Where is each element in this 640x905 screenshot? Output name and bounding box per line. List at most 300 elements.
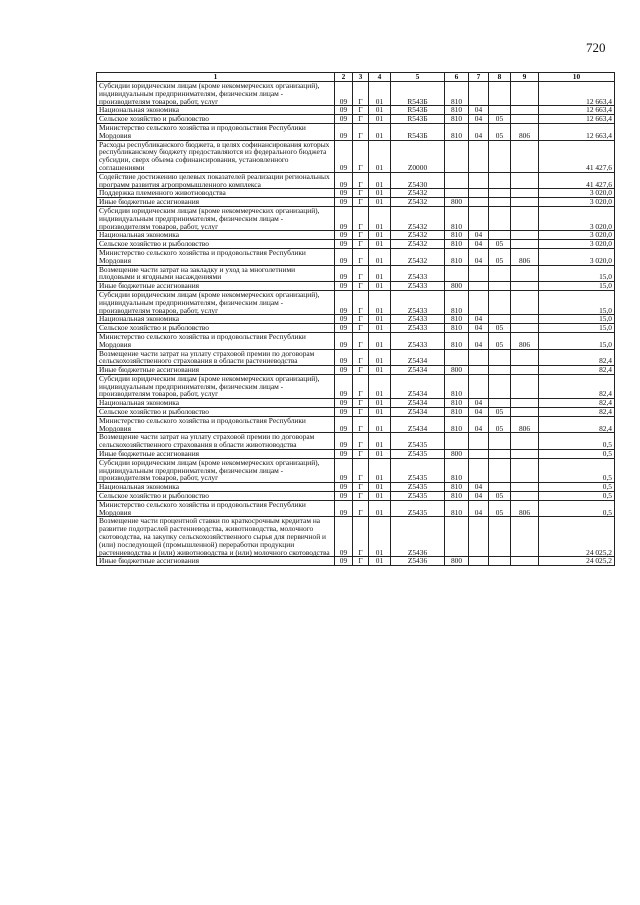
amount-cell: 12 663,4 [539, 82, 615, 106]
code-cell [445, 172, 469, 189]
code-cell: Г [353, 240, 369, 249]
amount-cell: 0,5 [539, 492, 615, 501]
code-cell: 01 [369, 399, 391, 408]
row-name-cell: Министерство сельского хозяйства и продовольствия Республики Мордовия [97, 123, 335, 140]
table-row [97, 324, 615, 333]
amount-cell: 15,0 [539, 332, 615, 349]
code-cell: 810 [445, 315, 469, 324]
row-name-cell: Иные бюджетные ассигнования [97, 282, 335, 291]
code-cell: 04 [469, 332, 489, 349]
table-row [97, 332, 615, 349]
code-cell: 09 [335, 198, 353, 207]
table-row [97, 458, 615, 482]
code-cell: Г [353, 231, 369, 240]
code-cell [489, 282, 511, 291]
code-cell: 810 [445, 492, 469, 501]
table-row [97, 492, 615, 501]
code-cell: 04 [469, 240, 489, 249]
code-cell [489, 290, 511, 314]
header-cell: 8 [489, 73, 511, 82]
table-row [97, 349, 615, 366]
code-cell [469, 265, 489, 282]
code-cell: Г [353, 265, 369, 282]
code-cell: 04 [469, 106, 489, 115]
header-cell: 5 [391, 73, 445, 82]
table-row [97, 500, 615, 517]
table-row [97, 433, 615, 450]
code-cell: 09 [335, 416, 353, 433]
code-cell: 01 [369, 315, 391, 324]
code-cell: 04 [469, 248, 489, 265]
code-cell [489, 458, 511, 482]
table-row [97, 408, 615, 417]
code-cell: 01 [369, 408, 391, 417]
code-cell: Г [353, 332, 369, 349]
code-cell [469, 366, 489, 375]
code-cell: Г [353, 416, 369, 433]
code-cell: 01 [369, 517, 391, 557]
code-cell: 09 [335, 450, 353, 459]
table-row [97, 115, 615, 124]
code-cell: 800 [445, 557, 469, 566]
table-row [97, 231, 615, 240]
code-cell: 810 [445, 324, 469, 333]
code-cell: 04 [469, 483, 489, 492]
code-cell [445, 140, 469, 172]
code-cell: Г [353, 366, 369, 375]
code-cell [469, 290, 489, 314]
code-cell: 09 [335, 557, 353, 566]
code-cell: Г [353, 189, 369, 198]
code-cell [469, 374, 489, 398]
code-cell [511, 450, 539, 459]
amount-cell: 15,0 [539, 290, 615, 314]
code-cell [489, 366, 511, 375]
row-name-cell: Возмещение части затрат на уплату страховой премии по договорам сельскохозяйственного страхования в области животноводства [97, 433, 335, 450]
amount-cell: 0,5 [539, 458, 615, 482]
code-cell [511, 458, 539, 482]
code-cell [511, 231, 539, 240]
code-cell [469, 433, 489, 450]
code-cell: 09 [335, 374, 353, 398]
code-cell [445, 517, 469, 557]
code-cell: Z5434 [391, 399, 445, 408]
code-cell: Г [353, 492, 369, 501]
code-cell: Г [353, 374, 369, 398]
code-cell: Г [353, 349, 369, 366]
code-cell: 01 [369, 248, 391, 265]
code-cell [469, 282, 489, 291]
code-cell: 05 [489, 240, 511, 249]
code-cell [511, 265, 539, 282]
code-cell: 09 [335, 366, 353, 375]
code-cell: Г [353, 198, 369, 207]
code-cell: 810 [445, 332, 469, 349]
code-cell: Z5433 [391, 324, 445, 333]
code-cell [469, 349, 489, 366]
table-row [97, 517, 615, 557]
code-cell: 09 [335, 265, 353, 282]
code-cell: 01 [369, 198, 391, 207]
code-cell: 01 [369, 349, 391, 366]
code-cell: 09 [335, 82, 353, 106]
code-cell: 09 [335, 172, 353, 189]
code-cell: 04 [469, 123, 489, 140]
amount-cell: 82,4 [539, 349, 615, 366]
code-cell: 01 [369, 450, 391, 459]
amount-cell: 3 020,0 [539, 198, 615, 207]
row-name-cell: Поддержка племенного животноводства [97, 189, 335, 198]
code-cell [469, 206, 489, 230]
code-cell: 01 [369, 416, 391, 433]
code-cell: Г [353, 140, 369, 172]
code-cell: 01 [369, 189, 391, 198]
amount-cell: 82,4 [539, 408, 615, 417]
code-cell: Z5435 [391, 483, 445, 492]
code-cell [445, 433, 469, 450]
table-row [97, 315, 615, 324]
code-cell: Z5435 [391, 500, 445, 517]
header-cell: 7 [469, 73, 489, 82]
code-cell [445, 189, 469, 198]
code-cell: 01 [369, 483, 391, 492]
code-cell: 09 [335, 458, 353, 482]
amount-cell: 15,0 [539, 265, 615, 282]
amount-cell: 82,4 [539, 416, 615, 433]
code-cell: 810 [445, 115, 469, 124]
code-cell: 01 [369, 433, 391, 450]
code-cell [469, 557, 489, 566]
row-name-cell: Национальная экономика [97, 483, 335, 492]
code-cell: Z5432 [391, 240, 445, 249]
code-cell: 09 [335, 248, 353, 265]
amount-cell: 82,4 [539, 399, 615, 408]
row-name-cell: Сельское хозяйство и рыболовство [97, 492, 335, 501]
code-cell: 09 [335, 500, 353, 517]
code-cell: 01 [369, 240, 391, 249]
amount-cell: 15,0 [539, 315, 615, 324]
code-cell: 01 [369, 290, 391, 314]
table-row [97, 82, 615, 106]
code-cell: Г [353, 106, 369, 115]
code-cell [511, 517, 539, 557]
code-cell: R543Б [391, 115, 445, 124]
code-cell: 04 [469, 399, 489, 408]
code-cell [511, 189, 539, 198]
code-cell [511, 115, 539, 124]
code-cell: 810 [445, 106, 469, 115]
row-name-cell: Министерство сельского хозяйства и продовольствия Республики Мордовия [97, 500, 335, 517]
code-cell: 05 [489, 324, 511, 333]
code-cell: 04 [469, 315, 489, 324]
code-cell: 810 [445, 374, 469, 398]
code-cell: 806 [511, 248, 539, 265]
amount-cell: 12 663,4 [539, 115, 615, 124]
code-cell [511, 106, 539, 115]
code-cell [511, 374, 539, 398]
code-cell: 09 [335, 282, 353, 291]
code-cell: 09 [335, 189, 353, 198]
code-cell: 01 [369, 500, 391, 517]
code-cell: Z5434 [391, 366, 445, 375]
code-cell: 800 [445, 366, 469, 375]
code-cell [511, 282, 539, 291]
row-name-cell: Национальная экономика [97, 399, 335, 408]
code-cell: 09 [335, 483, 353, 492]
amount-cell: 0,5 [539, 450, 615, 459]
amount-cell: 0,5 [539, 483, 615, 492]
code-cell: 01 [369, 172, 391, 189]
row-name-cell: Иные бюджетные ассигнования [97, 366, 335, 375]
code-cell: Г [353, 483, 369, 492]
amount-cell: 24 025,2 [539, 557, 615, 566]
code-cell: Г [353, 172, 369, 189]
code-cell: Г [353, 450, 369, 459]
table-row [97, 399, 615, 408]
code-cell: Z5433 [391, 315, 445, 324]
code-cell: Г [353, 408, 369, 417]
code-cell [511, 82, 539, 106]
code-cell: Г [353, 282, 369, 291]
table-row [97, 374, 615, 398]
code-cell: 05 [489, 492, 511, 501]
code-cell: 810 [445, 408, 469, 417]
code-cell: R543Б [391, 123, 445, 140]
code-cell: Z5436 [391, 517, 445, 557]
code-cell [489, 140, 511, 172]
code-cell: R543Б [391, 106, 445, 115]
code-cell [489, 517, 511, 557]
amount-cell: 41 427,6 [539, 172, 615, 189]
code-cell: 01 [369, 557, 391, 566]
amount-cell: 82,4 [539, 366, 615, 375]
code-cell: 810 [445, 290, 469, 314]
table-row [97, 416, 615, 433]
code-cell: R543Б [391, 82, 445, 106]
code-cell: Г [353, 315, 369, 324]
table-row [97, 140, 615, 172]
code-cell [489, 374, 511, 398]
code-cell: 01 [369, 366, 391, 375]
row-name-cell: Иные бюджетные ассигнования [97, 450, 335, 459]
code-cell: 800 [445, 282, 469, 291]
header-cell: 4 [369, 73, 391, 82]
code-cell: 09 [335, 492, 353, 501]
code-cell: Z5435 [391, 492, 445, 501]
header-row [97, 73, 615, 82]
code-cell: Г [353, 248, 369, 265]
code-cell: 05 [489, 416, 511, 433]
code-cell: 806 [511, 500, 539, 517]
code-cell [489, 483, 511, 492]
code-cell: 800 [445, 450, 469, 459]
table-row [97, 557, 615, 566]
amount-cell: 41 427,6 [539, 140, 615, 172]
code-cell: Z5434 [391, 408, 445, 417]
code-cell [489, 349, 511, 366]
code-cell: 05 [489, 500, 511, 517]
code-cell: 810 [445, 458, 469, 482]
code-cell: 806 [511, 416, 539, 433]
code-cell [489, 82, 511, 106]
code-cell [511, 290, 539, 314]
code-cell: 810 [445, 483, 469, 492]
code-cell: 04 [469, 115, 489, 124]
code-cell [469, 450, 489, 459]
row-name-cell: Возмещение части затрат на закладку и уход за многолетними плодовыми и ягодными насаждениями [97, 265, 335, 282]
code-cell [489, 450, 511, 459]
row-name-cell: Субсидии юридическим лицам (кроме некоммерческих организаций), индивидуальным предпринимателям, физическим лицам - производителям товаров, работ, услуг [97, 206, 335, 230]
code-cell: Г [353, 290, 369, 314]
row-name-cell: Возмещение части затрат на уплату страховой премии по договорам сельскохозяйственного страхования в области растениеводства [97, 349, 335, 366]
code-cell: 04 [469, 231, 489, 240]
code-cell: Z5435 [391, 450, 445, 459]
code-cell [489, 315, 511, 324]
code-cell [511, 324, 539, 333]
code-cell [511, 366, 539, 375]
code-cell [489, 106, 511, 115]
code-cell [511, 315, 539, 324]
row-name-cell: Министерство сельского хозяйства и продовольствия Республики Мордовия [97, 332, 335, 349]
code-cell: 09 [335, 408, 353, 417]
row-name-cell: Национальная экономика [97, 106, 335, 115]
code-cell: 09 [335, 140, 353, 172]
table-row [97, 106, 615, 115]
amount-cell: 0,5 [539, 500, 615, 517]
code-cell [511, 433, 539, 450]
code-cell [489, 433, 511, 450]
table-row [97, 282, 615, 291]
code-cell: 05 [489, 248, 511, 265]
table-row [97, 172, 615, 189]
code-cell [511, 483, 539, 492]
code-cell: Z5432 [391, 231, 445, 240]
header-cell: 3 [353, 73, 369, 82]
budget-table [96, 72, 615, 566]
code-cell: 01 [369, 123, 391, 140]
code-cell: 04 [469, 492, 489, 501]
code-cell [489, 206, 511, 230]
code-cell: Z5436 [391, 557, 445, 566]
code-cell: 810 [445, 231, 469, 240]
header-cell: 6 [445, 73, 469, 82]
code-cell: Z5434 [391, 416, 445, 433]
code-cell [469, 140, 489, 172]
code-cell: 01 [369, 458, 391, 482]
header-cell: 9 [511, 73, 539, 82]
row-name-cell: Иные бюджетные ассигнования [97, 198, 335, 207]
code-cell [469, 189, 489, 198]
code-cell: 05 [489, 332, 511, 349]
code-cell: 806 [511, 123, 539, 140]
code-cell [511, 399, 539, 408]
code-cell [469, 458, 489, 482]
code-cell: 09 [335, 315, 353, 324]
row-name-cell: Министерство сельского хозяйства и продовольствия Республики Мордовия [97, 416, 335, 433]
table-row [97, 290, 615, 314]
row-name-cell: Сельское хозяйство и рыболовство [97, 115, 335, 124]
code-cell: 05 [489, 123, 511, 140]
code-cell [511, 492, 539, 501]
code-cell: 810 [445, 248, 469, 265]
code-cell: 09 [335, 324, 353, 333]
code-cell: 09 [335, 349, 353, 366]
amount-cell: 12 663,4 [539, 123, 615, 140]
row-name-cell: Субсидии юридическим лицам (кроме некоммерческих организаций), индивидуальным предпринимателям, физическим лицам - производителям товаров, работ, услуг [97, 458, 335, 482]
code-cell: 09 [335, 332, 353, 349]
code-cell: Z5430 [391, 172, 445, 189]
code-cell: Z5434 [391, 349, 445, 366]
code-cell: Z5433 [391, 332, 445, 349]
code-cell: Z0000 [391, 140, 445, 172]
code-cell [469, 82, 489, 106]
table-row [97, 240, 615, 249]
code-cell: 810 [445, 206, 469, 230]
code-cell: 01 [369, 332, 391, 349]
code-cell: Z5433 [391, 282, 445, 291]
row-name-cell: Расходы республиканского бюджета, в целях софинансирования которых республиканскому бюджету предоставляются из федерального бюджета субсидии, сверх объема софинансирования, установленного соглашениями [97, 140, 335, 172]
code-cell [511, 557, 539, 566]
code-cell: 810 [445, 240, 469, 249]
code-cell [511, 240, 539, 249]
code-cell [511, 140, 539, 172]
code-cell: Г [353, 517, 369, 557]
code-cell: 800 [445, 198, 469, 207]
code-cell [469, 198, 489, 207]
code-cell: 806 [511, 332, 539, 349]
code-cell: Z5432 [391, 248, 445, 265]
code-cell: Z5432 [391, 189, 445, 198]
row-name-cell: Субсидии юридическим лицам (кроме некоммерческих организаций), индивидуальным предпринимателям, физическим лицам - производителям товаров, работ, услуг [97, 290, 335, 314]
table-row [97, 265, 615, 282]
amount-cell: 3 020,0 [539, 206, 615, 230]
code-cell: 04 [469, 324, 489, 333]
code-cell: 09 [335, 206, 353, 230]
code-cell: Z5434 [391, 374, 445, 398]
row-name-cell: Возмещение части процентной ставки по краткосрочным кредитам на развитие подотраслей растениеводства, животноводства, молочного скотоводства, на закупку сельскохозяйственного сырья для первичной и (или) последующей (промышленной) переработки продукции растениеводства и (или) животноводства и (или) молочного скотоводства [97, 517, 335, 557]
row-name-cell: Субсидии юридическим лицам (кроме некоммерческих организаций), индивидуальным предпринимателям, физическим лицам - производителям товаров, работ, услуг [97, 82, 335, 106]
code-cell: Г [353, 123, 369, 140]
code-cell: 01 [369, 206, 391, 230]
row-name-cell: Министерство сельского хозяйства и продовольствия Республики Мордовия [97, 248, 335, 265]
code-cell: 04 [469, 416, 489, 433]
code-cell [469, 517, 489, 557]
code-cell [469, 172, 489, 189]
code-cell: 09 [335, 231, 353, 240]
code-cell: 01 [369, 265, 391, 282]
row-name-cell: Содействие достижению целевых показателей реализации региональных программ развития агропромышленного комплекса [97, 172, 335, 189]
code-cell: 01 [369, 106, 391, 115]
code-cell: 09 [335, 123, 353, 140]
code-cell [445, 265, 469, 282]
code-cell: 01 [369, 140, 391, 172]
code-cell: 01 [369, 282, 391, 291]
row-name-cell: Национальная экономика [97, 315, 335, 324]
code-cell: Г [353, 500, 369, 517]
table-row [97, 366, 615, 375]
code-cell [445, 349, 469, 366]
code-cell: 01 [369, 374, 391, 398]
table-row [97, 206, 615, 230]
code-cell: 09 [335, 240, 353, 249]
table-row [97, 248, 615, 265]
code-cell: 05 [489, 408, 511, 417]
code-cell: 05 [489, 115, 511, 124]
table-row [97, 483, 615, 492]
code-cell [489, 399, 511, 408]
amount-cell: 3 020,0 [539, 231, 615, 240]
code-cell [511, 408, 539, 417]
